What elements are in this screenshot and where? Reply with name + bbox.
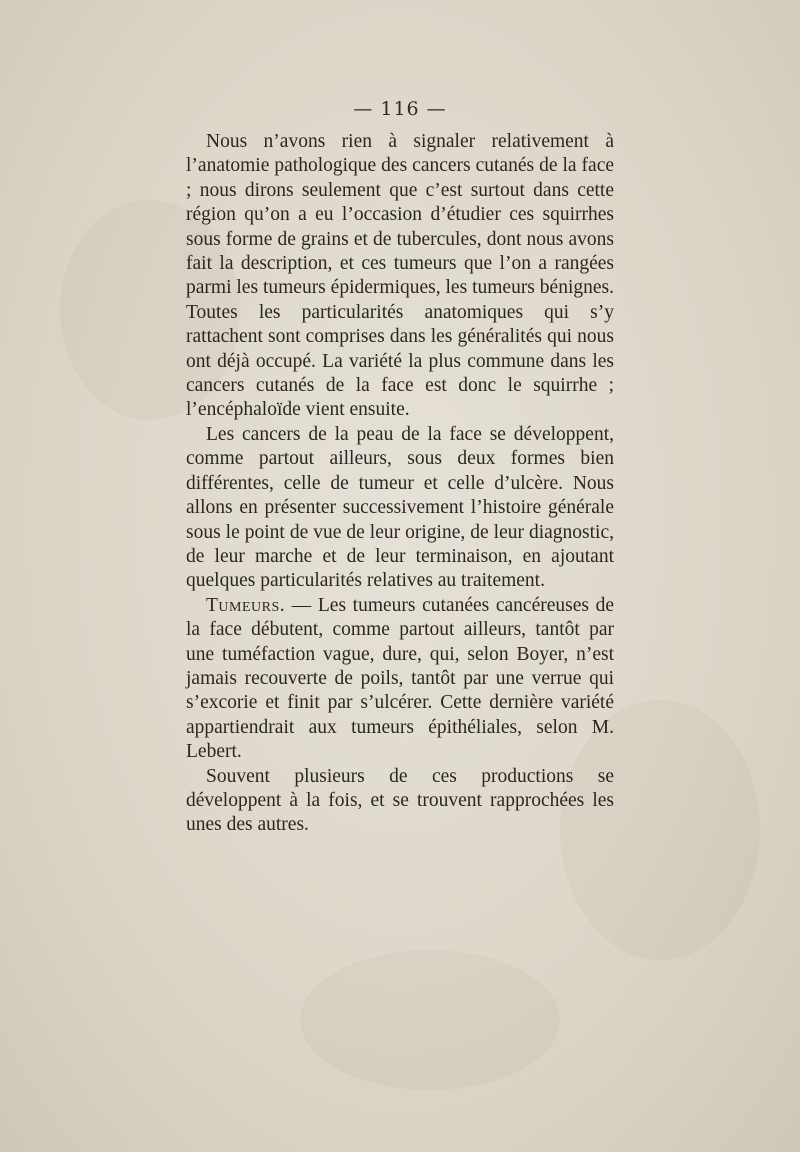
page-number: — 116 — — [353, 98, 447, 120]
paragraph-4: Souvent plusieurs de ces productions se développent à la fois, et se trouvent rapprochées les unes des autres. — [186, 765, 614, 836]
paper-stain — [300, 950, 560, 1090]
body-text — [186, 130, 614, 838]
paragraph-3 — [186, 594, 614, 765]
paragraph-2: Les cancers de la peau de la face se développent, comme partout ailleurs, sous deux formes bien différentes, celle de tumeur et celle d’ulcère. Nous allons en présenter successivement l’histoire générale sous le point de vue de leur origine, de leur diagnostic, de leur marche et de leur terminaison, en ajoutant quelques particularités relatives au traitement. — [186, 423, 614, 592]
paragraph-3-text: — Les tumeurs cutanées cancéreuses de la face débutent, comme partout ailleurs, tantôt par une tuméfaction vague, dure, qui, selon Boyer, n’est jamais recouverte de poils, tantôt par une verrue qui s’excorie et finit par s’ulcérer. Cette dernière variété appartiendrait aux tumeurs épithéliales, selon M. Lebert. — [186, 594, 614, 763]
paragraph-1: Nous n’avons rien à signaler relativement à l’anatomie pathologique des cancers cutanés de la face ; nous dirons seulement que c’est surtout dans cette région qu’on a eu l’occasion d’étudier ces squirrhes sous forme de grains et de tubercules, dont nous avons fait la description, et ces tumeurs que l’on a rangées parmi les tumeurs épidermiques, les tumeurs bénignes. Toutes les particularités anatomiques qui s’y rattachent sont comprises dans les généralités qui nous ont déjà occupé. La variété la plus commune dans les cancers cutanés de la face est donc le squirrhe ; l’encéphaloïde vient ensuite. — [186, 131, 614, 421]
section-heading: Tumeurs. — [206, 594, 286, 616]
